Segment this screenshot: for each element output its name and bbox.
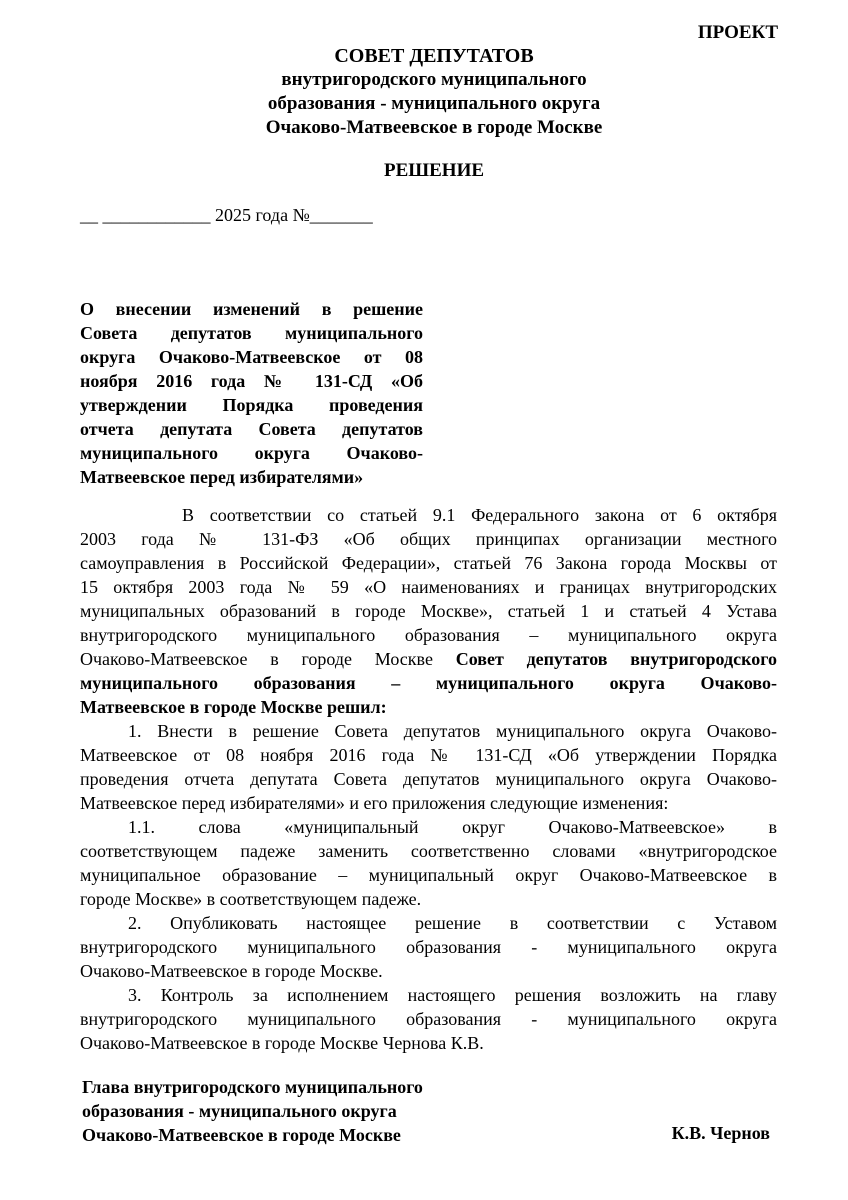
signatory-name: К.В. Чернов xyxy=(671,1123,770,1143)
item-3 xyxy=(80,983,777,1055)
body-line xyxy=(80,647,777,671)
decision-body xyxy=(80,503,777,1055)
council-decides-text: Совет депутатов внутригородского xyxy=(455,649,777,669)
subject-line: округа Очаково-Матвеевское от 08 xyxy=(80,347,423,367)
body-line: муниципальных образований в городе Москве», статьей 1 и статьей 4 Устава xyxy=(80,601,777,621)
signatory-title-2: образования - муниципального округа xyxy=(82,1101,397,1121)
item-1-1 xyxy=(80,815,777,911)
signature-block xyxy=(82,1075,772,1147)
decision-subject xyxy=(80,297,423,489)
subject-line: Матвеевское перед избирателями» xyxy=(80,467,364,487)
body-line: самоуправления в Российской Федерации», статьей 76 Закона города Москвы от xyxy=(80,553,777,573)
body-line: 2003 года № 131-ФЗ «Об общих принципах организации местного xyxy=(80,529,777,549)
council-subtitle-1: внутригородского муниципального xyxy=(281,69,587,90)
body-line: муниципального образования – муниципального округа Очаково- xyxy=(80,673,777,693)
body-line: В соответствии со статьей 9.1 Федерального закона от 6 октября xyxy=(182,505,777,525)
body-line: Матвеевское от 08 ноября 2016 года № 131-СД «Об утверждении Порядка xyxy=(80,745,777,765)
preamble-tail: Очаково-Матвеевское в городе Москве xyxy=(80,649,456,669)
body-line: Очаково-Матвеевское в городе Москве. xyxy=(80,961,383,981)
subject-line: Совета депутатов муниципального xyxy=(80,323,423,343)
date-number-line: __ ____________ 2025 года №_______ xyxy=(80,205,373,225)
item-2 xyxy=(80,911,777,983)
body-line: внутригородского муниципального образования - муниципального округа xyxy=(80,937,777,957)
body-line: проведения отчета депутата Совета депутатов муниципального округа Очаково- xyxy=(80,769,777,789)
document-type: РЕШЕНИЕ xyxy=(383,160,485,181)
signatory-title-3: Очаково-Матвеевское в городе Москве xyxy=(82,1125,401,1145)
org-header xyxy=(0,44,848,140)
body-line: муниципальное образование – муниципальный округ Очаково-Матвеевское в xyxy=(80,865,777,885)
signatory-title-1: Глава внутригородского муниципального xyxy=(82,1077,423,1097)
body-line: Матвеевское в городе Москве решил: xyxy=(80,697,387,717)
body-line: городе Москве» в соответствующем падеже. xyxy=(80,889,422,909)
subject-line: ноября 2016 года № 131-СД «Об xyxy=(80,371,423,391)
body-line: Матвеевское перед избирателями» и его приложения следующие изменения: xyxy=(80,793,669,813)
council-subtitle-2: образования - муниципального округа xyxy=(267,93,601,114)
council-subtitle-3: Очаково-Матвеевское в городе Москве xyxy=(265,117,603,138)
body-line: 1. Внести в решение Совета депутатов муниципального округа Очаково- xyxy=(128,721,777,741)
draft-stamp: ПРОЕКТ xyxy=(697,22,778,43)
subject-line: отчета депутата Совета депутатов xyxy=(80,419,423,439)
body-line: 3. Контроль за исполнением настоящего решения возложить на главу xyxy=(128,985,777,1005)
body-line: внутригородского муниципального образования – муниципального округа xyxy=(80,625,777,645)
body-line: 15 октября 2003 года № 59 «О наименованиях и границах внутригородских xyxy=(80,577,777,597)
item-1 xyxy=(80,719,777,815)
preamble-paragraph xyxy=(80,503,777,719)
body-line: соответствующем падеже заменить соответственно словами «внутригородское xyxy=(80,841,777,861)
body-line: внутригородского муниципального образования - муниципального округа xyxy=(80,1009,777,1029)
body-line: 1.1. слова «муниципальный округ Очаково-Матвеевское» в xyxy=(128,817,777,837)
subject-line: утверждении Порядка проведения xyxy=(80,395,423,415)
subject-line: муниципального округа Очаково- xyxy=(80,443,423,463)
body-line: Очаково-Матвеевское в городе Москве Чернова К.В. xyxy=(80,1033,484,1053)
council-title: СОВЕТ ДЕПУТАТОВ xyxy=(334,45,534,67)
body-line: 2. Опубликовать настоящее решение в соответствии с Уставом xyxy=(128,913,777,933)
subject-line: О внесении изменений в решение xyxy=(80,299,423,319)
